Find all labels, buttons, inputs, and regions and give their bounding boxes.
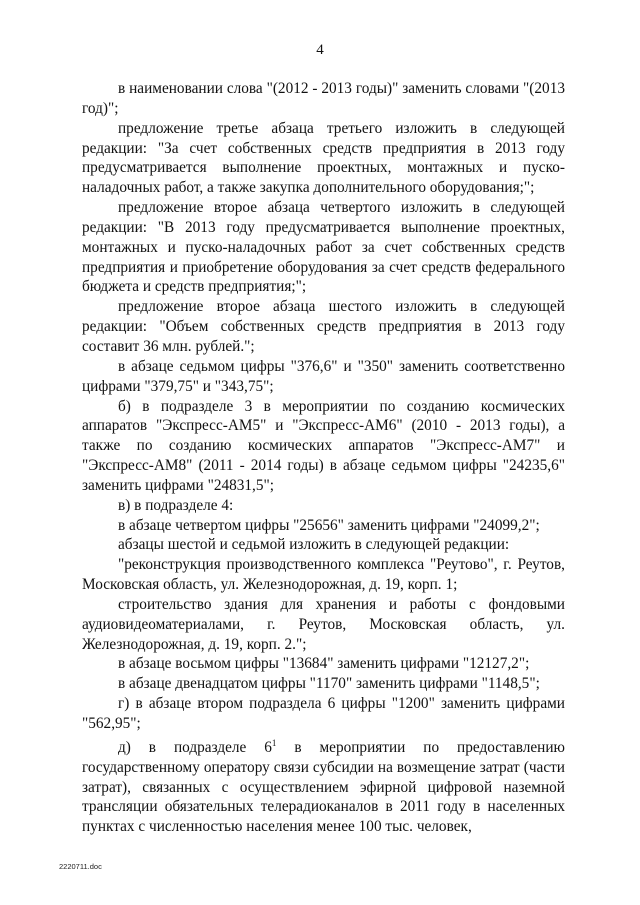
paragraph-8: в абзаце четвертом цифры "25656" заменить цифрами "24099,2";: [118, 516, 540, 534]
paragraph-6: б) в подразделе 3 в мероприятии по созданию космических аппаратов "Экспресс-АМ5" и "Экспресс-АМ6" (2010 - 2013 годы), а также по созданию космических аппаратов "Экспресс-АМ7" и "Экспресс-АМ8" (2011 - 2014 годы) в абзаце седьмом цифры "24235,6" заменить цифрами "24831,5";: [82, 397, 565, 494]
paragraph-12: в абзаце восьмом цифры "13684" заменить цифрами "12127,2";: [118, 655, 530, 673]
paragraph-1: в наименовании слова "(2012 - 2013 годы)" заменить словами "(2013 год)";: [82, 80, 565, 117]
paragraph-15: [82, 734, 565, 837]
paragraph-11: строительство здания для хранения и работы с фондовыми аудиовидеоматериалами, г. Реутов, Московская область, ул. Железнодорожная, д. 19, корп. 2.";: [82, 595, 565, 653]
superscript-index: 1: [271, 737, 277, 748]
paragraph-15-start: д) в подразделе 6: [118, 738, 272, 756]
paragraph-5: в абзаце седьмом цифры "376,6" и "350" заменить соответственно цифрами "379,75" и "343,75";: [82, 357, 565, 395]
paragraph-10: "реконструкция производственного комплекса "Реутово", г. Реутов, Московская область, ул. Железнодорожная, д. 19, корп. 1;: [82, 556, 565, 594]
paragraph-3: предложение второе абзаца четвертого изложить в следующей редакции: "В 2013 году предусматривается выполнение проектных, монтажных и пуско-наладочных работ за счет собственных средств предприятия и приобретение оборудования за счет средств федерального бюджета и средств предприятия;";: [82, 199, 565, 296]
file-name-footer: 2220711.doc: [59, 862, 102, 871]
page-number: 4: [316, 42, 324, 58]
paragraph-13: в абзаце двенадцатом цифры "1170" заменить цифрами "1148,5";: [118, 675, 540, 693]
paragraph-9: абзацы шестой и седьмой изложить в следующей редакции:: [118, 536, 510, 554]
paragraph-14: г) в абзаце втором подраздела 6 цифры "1200" заменить цифрами "562,95";: [82, 695, 565, 732]
paragraph-4: предложение второе абзаца шестого изложить в следующей редакции: "Объем собственных средств предприятия в 2013 году составит 36 млн. рублей.";: [82, 298, 565, 355]
paragraph-2: предложение третье абзаца третьего изложить в следующей редакции: "За счет собственных средств предприятия в 2013 году предусматривается выполнение проектных, монтажных и пуско-наладочных работ, а также закупка дополнительного оборудования;";: [82, 119, 565, 197]
paragraph-15-rest: в мероприятии по предоставлению государственному оператору связи субсидии на возмещение затрат (части затрат), связанных с осуществлением эфирной цифровой наземной трансляции обязательных телерадиоканалов в 2011 году в населенных пунктах с численностью населения менее 100 тыс. человек,: [82, 738, 565, 836]
paragraph-7: в) в подразделе 4:: [118, 496, 234, 514]
document-body: [82, 79, 565, 837]
